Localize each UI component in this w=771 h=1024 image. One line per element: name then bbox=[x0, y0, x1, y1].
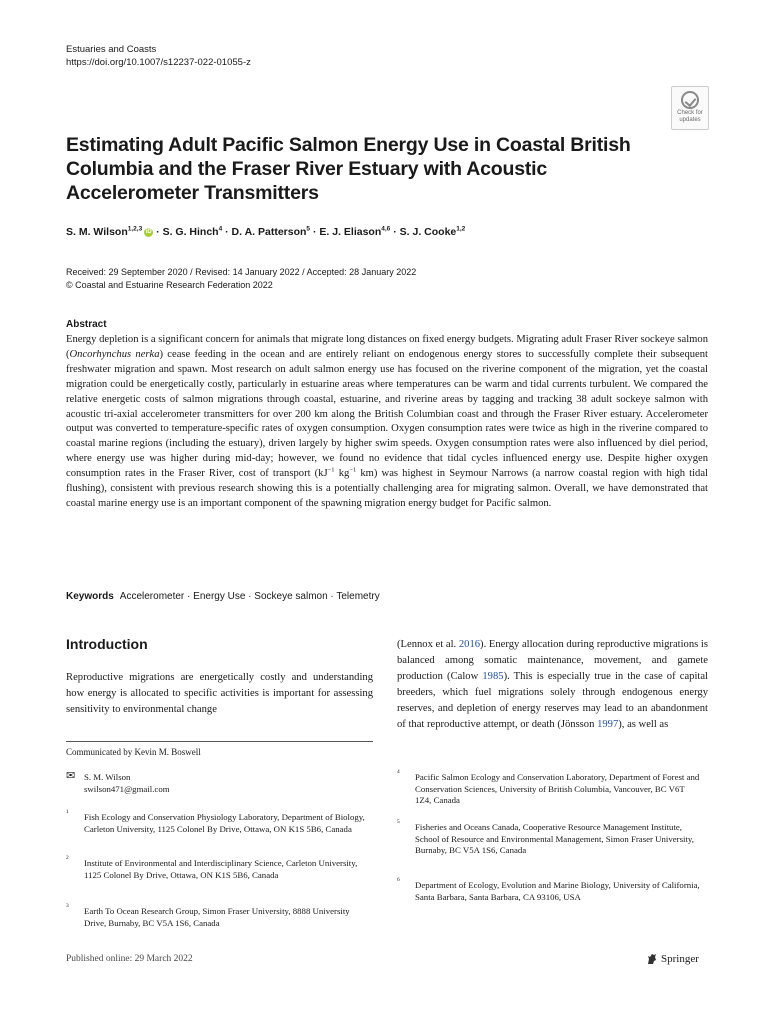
unit-text: kg bbox=[334, 468, 350, 480]
communicated-by: Communicated by Kevin M. Boswell bbox=[66, 747, 201, 757]
species-name: Oncorhynchus nerka bbox=[69, 348, 160, 360]
history-dates: Received: 29 September 2020 / Revised: 14 January 2022 / Accepted: 28 January 2022 bbox=[66, 267, 417, 277]
affiliation-footnote: 1 Fish Ecology and Conservation Physiology Laboratory, Department of Biology, Carleton University, 1125 Colonel By Drive, Ottawa, ON K1S 5B6, Canada bbox=[66, 812, 373, 852]
author-affiliation: 4,6 bbox=[381, 225, 391, 233]
author-affiliation: 1,2,3 bbox=[127, 225, 143, 233]
affiliation-text: Department of Ecology, Evolution and Marine Biology, University of California, Santa Barbara, Santa Barbara, CA 93106, USA bbox=[415, 880, 700, 902]
footnote-divider bbox=[66, 741, 373, 742]
exponent: −1 bbox=[327, 466, 335, 474]
intro-text: ). This is especially true in the case of capital breeders, which fuel migrations solely through endogenous energy reserves, and depletion of energy reserves may lead to an abandonment of that reproductive attempt, or death (Jönsson bbox=[397, 671, 708, 730]
author-name[interactable]: S. G. Hinch bbox=[162, 226, 219, 238]
check-for-updates-badge[interactable] bbox=[671, 86, 709, 130]
author-affiliation: 5 bbox=[306, 225, 311, 233]
affiliation-footnote: 5 Fisheries and Oceans Canada, Cooperative Resource Management Institute, School of Resource and Environmental Management, Simon Fraser University, Burnaby, BC V5A 1S6, Canada bbox=[397, 822, 708, 872]
abstract-heading: Abstract bbox=[66, 319, 107, 330]
abstract-part: ) cease feeding in the ocean and are entirely reliant on endogenous energy stores to successfully complete their subsequent freshwater migration and spawn. Most research on adult salmon energy use has focused on the riverine component of the migration, yet the coastal migration could be energetically costly, particularly in estuarine areas where temperatures can be warm and tidal currents turbulent. We compared the relative energetic costs of salmon migrations through coastal, estuarine, and riverine areas by tagging and tracking 38 adult sockeye salmon with acoustic tri-axial accelerometer transmitters for over 200 km along the British Columbian coast and through the Fraser River estuary. Accelerometer output was converted to temperature-specific rates of oxygen consumption. Oxygen consumption rates were twice as high in the riverine compared to coastal marine regions (including the estuary), driven largely by higher swim speeds. Oxygen consumption rates were also influenced by diel period, where energy use was higher during mid-day; however, we found no evidence that tidal cycles influenced energy use. Despite higher oxygen consumption rates in the Fraser River, cost of transport (kJ bbox=[66, 348, 708, 480]
orcid-icon[interactable]: iD bbox=[145, 228, 152, 235]
affiliation-footnote: 3 Earth To Ocean Research Group, Simon Fraser University, 8888 University Drive, Burnaby, BC V5A 1S6, Canada bbox=[66, 906, 373, 936]
author-separator: · bbox=[156, 226, 160, 238]
affiliation-text: Earth To Ocean Research Group, Simon Fraser University, 8888 University Drive, Burnaby, BC V5A 1S6, Canada bbox=[84, 906, 350, 928]
exponent: −1 bbox=[349, 466, 357, 474]
check-updates-line1: Check for bbox=[677, 110, 703, 116]
intro-text: (Lennox et al. bbox=[397, 639, 459, 650]
author-affiliation: 1,2 bbox=[456, 225, 466, 233]
author-name[interactable]: S. M. Wilson bbox=[66, 226, 128, 238]
intro-paragraph-right bbox=[397, 637, 708, 733]
affiliation-footnote: 4 Pacific Salmon Ecology and Conservation Laboratory, Department of Forest and Conservation Sciences, University of British Columbia, Vancouver, BC V6T 1Z4, Canada bbox=[397, 769, 700, 805]
article-title: Estimating Adult Pacific Salmon Energy Use in Coastal British Columbia and the Fraser River Estuary with Acoustic Accelerometer Transmitters bbox=[66, 134, 631, 204]
intro-text: ), as well as bbox=[618, 719, 669, 730]
affiliation-text: Fish Ecology and Conservation Physiology Laboratory, Department of Biology, Carleton University, 1125 Colonel By Drive, Ottawa, ON K1S 5B6, Canada bbox=[84, 812, 365, 834]
publisher-logo bbox=[646, 953, 699, 965]
copyright-line: © Coastal and Estuarine Research Federation 2022 bbox=[66, 280, 273, 290]
author-separator: · bbox=[312, 226, 317, 238]
intro-paragraph-left: Reproductive migrations are energetically costly and understanding how energy is allocated to specific activities is important for assessing sensitivity to environmental change bbox=[66, 672, 373, 715]
affiliation-footnote: 6 Department of Ecology, Evolution and Marine Biology, University of California, Santa Barbara, Santa Barbara, CA 93106, USA bbox=[397, 877, 700, 902]
section-heading-introduction: Introduction bbox=[66, 636, 148, 652]
citation-link[interactable]: 1985 bbox=[482, 671, 504, 682]
check-updates-icon bbox=[681, 91, 699, 109]
affiliation-text: Institute of Environmental and Interdisciplinary Science, Carleton University, 1125 Colonel By Drive, Ottawa, ON K1S 5B6, Canada bbox=[84, 858, 358, 880]
unit-text: km) bbox=[356, 468, 378, 480]
citation-link[interactable]: 2016 bbox=[458, 639, 481, 650]
citation-link[interactable]: 1997 bbox=[597, 719, 619, 730]
check-updates-line2: updates bbox=[679, 117, 701, 123]
abstract-text bbox=[66, 333, 708, 512]
abstract-part: was highest in Seymour Narrows (a narrow coastal region with high tidal flushing), consistent with previous research showing this is a potentially challenging area for migrating salmon. Overall, we have demonstrated that coastal marine energy use is an important component of the spawning migration energy budget for Pacific salmon. bbox=[66, 468, 708, 509]
corresponding-details bbox=[84, 772, 369, 795]
affiliation-text: Pacific Salmon Ecology and Conservation Laboratory, Department of Forest and Conservation Sciences, University of British Columbia, Vancouver, BC V6T 1Z4, Canada bbox=[415, 772, 700, 805]
author-list bbox=[66, 226, 465, 238]
author-separator: · bbox=[225, 226, 229, 238]
springer-horse-icon bbox=[646, 953, 658, 965]
envelope-icon: ✉ bbox=[66, 770, 76, 782]
corresponding-name: S. M. Wilson bbox=[84, 772, 131, 782]
author-name[interactable]: S. J. Cooke bbox=[399, 226, 457, 238]
corresponding-email[interactable]: swilson471@gmail.com bbox=[84, 783, 170, 794]
abstract-part: Energy depletion is a significant concern for animals that migrate long distances on fixed energy budgets. Migrating adult Fraser River sockeye salmon ( bbox=[66, 334, 708, 360]
intro-text: ). Energy allocation during reproductive migrations is balanced among somatic maintenance, movement, and gamete production (Calow bbox=[397, 639, 708, 682]
keywords-label: Keywords bbox=[66, 591, 114, 602]
article-dates bbox=[66, 266, 416, 292]
author-name[interactable]: E. J. Eliason bbox=[319, 226, 382, 238]
published-online: Published online: 29 March 2022 bbox=[66, 954, 193, 964]
affiliation-footnote: 2 Institute of Environmental and Interdisciplinary Science, Carleton University, 1125 Colonel By Drive, Ottawa, ON K1S 5B6, Canada bbox=[66, 858, 373, 898]
publisher-name: Springer bbox=[661, 953, 699, 965]
author-name[interactable]: D. A. Patterson bbox=[231, 226, 307, 238]
keywords-line bbox=[66, 591, 380, 602]
keywords-list: Accelerometer · Energy Use · Sockeye salmon · Telemetry bbox=[119, 591, 380, 602]
doi-link[interactable]: https://doi.org/10.1007/s12237-022-01055-z bbox=[66, 57, 251, 68]
author-separator: · bbox=[393, 226, 397, 238]
affiliation-text: Fisheries and Oceans Canada, Cooperative Resource Management Institute, School of Resource and Environmental Management, Simon Fraser University, Burnaby, BC V5A 1S6, Canada bbox=[415, 822, 694, 855]
author-affiliation: 4 bbox=[218, 225, 223, 233]
journal-name: Estuaries and Coasts bbox=[66, 44, 157, 55]
